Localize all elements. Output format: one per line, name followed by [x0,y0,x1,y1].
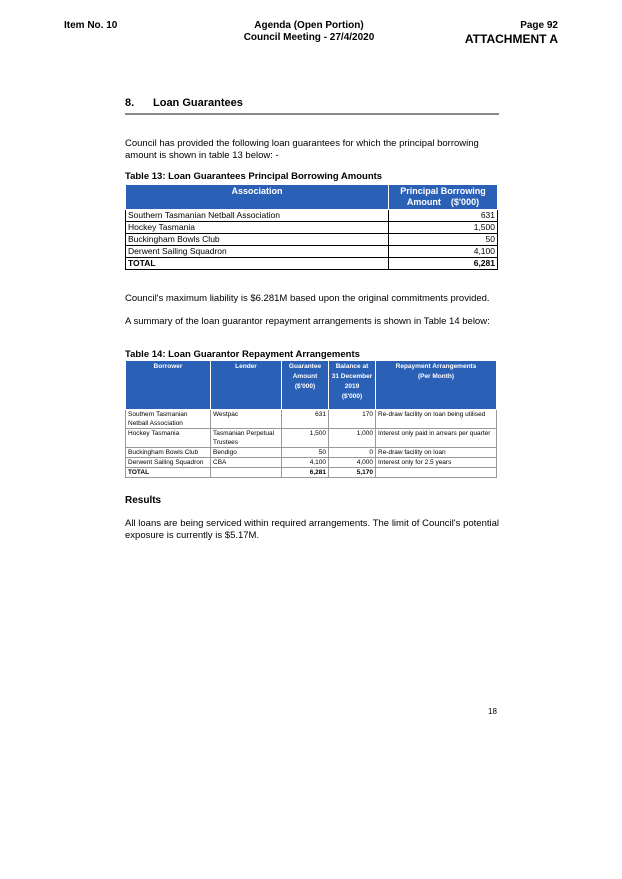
guarantee-header-line2: Amount [292,373,318,380]
table13-header-principal-line2: Amount ($'000) [406,197,480,207]
balance-cell: 170 [329,410,376,429]
borrower-cell: Southern Tasmanian Netball Association [126,410,211,429]
lender-cell: Bendigo [211,448,282,458]
balance-header-line2: 31 December [331,373,373,380]
table13-header-principal-line1: Principal Borrowing [400,186,486,196]
table-row [126,246,498,258]
loan-guarantees-table [125,184,498,270]
balance-cell: 5,170 [329,468,376,478]
table-total-row [126,258,498,270]
borrower-cell: Buckingham Bowls Club [126,448,211,458]
borrower-cell: Hockey Tasmania [126,429,211,448]
table14-caption: Table 14: Loan Guarantor Repayment Arrangements [125,349,360,360]
summary-paragraph: A summary of the loan guarantor repayment arrangements is shown in Table 14 below: [125,316,490,327]
repayment-header-line1: Repayment Arrangements [395,363,477,370]
section-title: Loan Guarantees [153,97,243,109]
total-label-cell: TOTAL [126,258,389,270]
results-paragraph: All loans are being serviced within required arrangements. The limit of Council's potential exposure is currently is $5.17M. [125,518,499,541]
guarantee-amount-cell: 1,500 [282,429,329,448]
balance-cell: 1,000 [329,429,376,448]
section-number: 8. [125,97,135,109]
table-row [126,410,497,429]
meeting-date: Council Meeting - 27/4/2020 [243,32,375,43]
page-label: Page 92 [520,20,558,31]
principal-amount-cell: 50 [389,234,498,246]
lender-cell: Tasmanian Perpetual Trustees [211,429,282,448]
section-divider [125,113,499,115]
table13-caption: Table 13: Loan Guarantees Principal Borrowing Amounts [125,171,383,182]
lender-cell [211,468,282,478]
table14-header-balance [329,361,376,410]
borrower-cell: TOTAL [126,468,211,478]
guarantee-amount-cell: 4,100 [282,458,329,468]
repayment-cell: Interest only paid in arrears per quarter [376,429,497,448]
repayment-cell [376,468,497,478]
table-row [126,210,498,222]
guarantee-header-line1: Guarantee [288,363,322,370]
page-number: 18 [488,707,497,716]
repayment-cell: Re-draw facility on loan being utilised [376,410,497,429]
repayment-cell: Interest only for 2.5 years [376,458,497,468]
principal-amount-cell: 1,500 [389,222,498,234]
header-item-number [64,20,117,32]
association-cell: Hockey Tasmania [126,222,389,234]
max-liability-paragraph: Council's maximum liability is $6.281M based upon the original commitments provided. [125,293,490,304]
header-page-block [465,20,558,46]
table14-header-lender: Lender [211,361,282,410]
table-row [126,222,498,234]
header-agenda-block [220,20,398,44]
principal-amount-cell: 631 [389,210,498,222]
table14-header-guarantee [282,361,329,410]
association-cell: Derwent Sailing Squadron [126,246,389,258]
repayment-cell: Re-draw facility on loan [376,448,497,458]
guarantee-header-line3: ($'000) [294,383,316,390]
principal-amount-cell: 4,100 [389,246,498,258]
total-amount-cell: 6,281 [389,258,498,270]
table14-header-repayment [376,361,497,410]
results-heading: Results [125,495,162,506]
table-row [126,234,498,246]
repayment-header-line2: (Per Month) [417,373,455,380]
association-cell: Southern Tasmanian Netball Association [126,210,389,222]
balance-header-line4: ($'000) [341,393,363,400]
lender-cell: Westpac [211,410,282,429]
table13-header-principal [389,185,498,210]
guarantee-amount-cell: 631 [282,410,329,429]
intro-paragraph: Council has provided the following loan guarantees for which the principal borrowing amount is shown in table 13 below: - [125,138,479,161]
table14-header-borrower: Borrower [126,361,211,410]
guarantee-amount-cell: 6,281 [282,468,329,478]
balance-header-line1: Balance at [335,363,369,370]
association-cell: Buckingham Bowls Club [126,234,389,246]
item-number-text: Item No. 10 [64,20,118,31]
table-row [126,429,497,448]
section-heading [125,97,243,109]
balance-header-line3: 2019 [344,383,360,390]
attachment-label: ATTACHMENT A [464,32,558,46]
guarantee-amount-cell: 50 [282,448,329,458]
repayment-arrangements-table [125,360,497,478]
agenda-title: Agenda (Open Portion) [254,20,364,31]
balance-cell: 0 [329,448,376,458]
table-row [126,458,497,468]
balance-cell: 4,000 [329,458,376,468]
lender-cell: CBA [211,458,282,468]
borrower-cell: Derwent Sailing Squadron [126,458,211,468]
table-row [126,448,497,458]
table13-header-association: Association [126,185,389,210]
table-total-row [126,468,497,478]
